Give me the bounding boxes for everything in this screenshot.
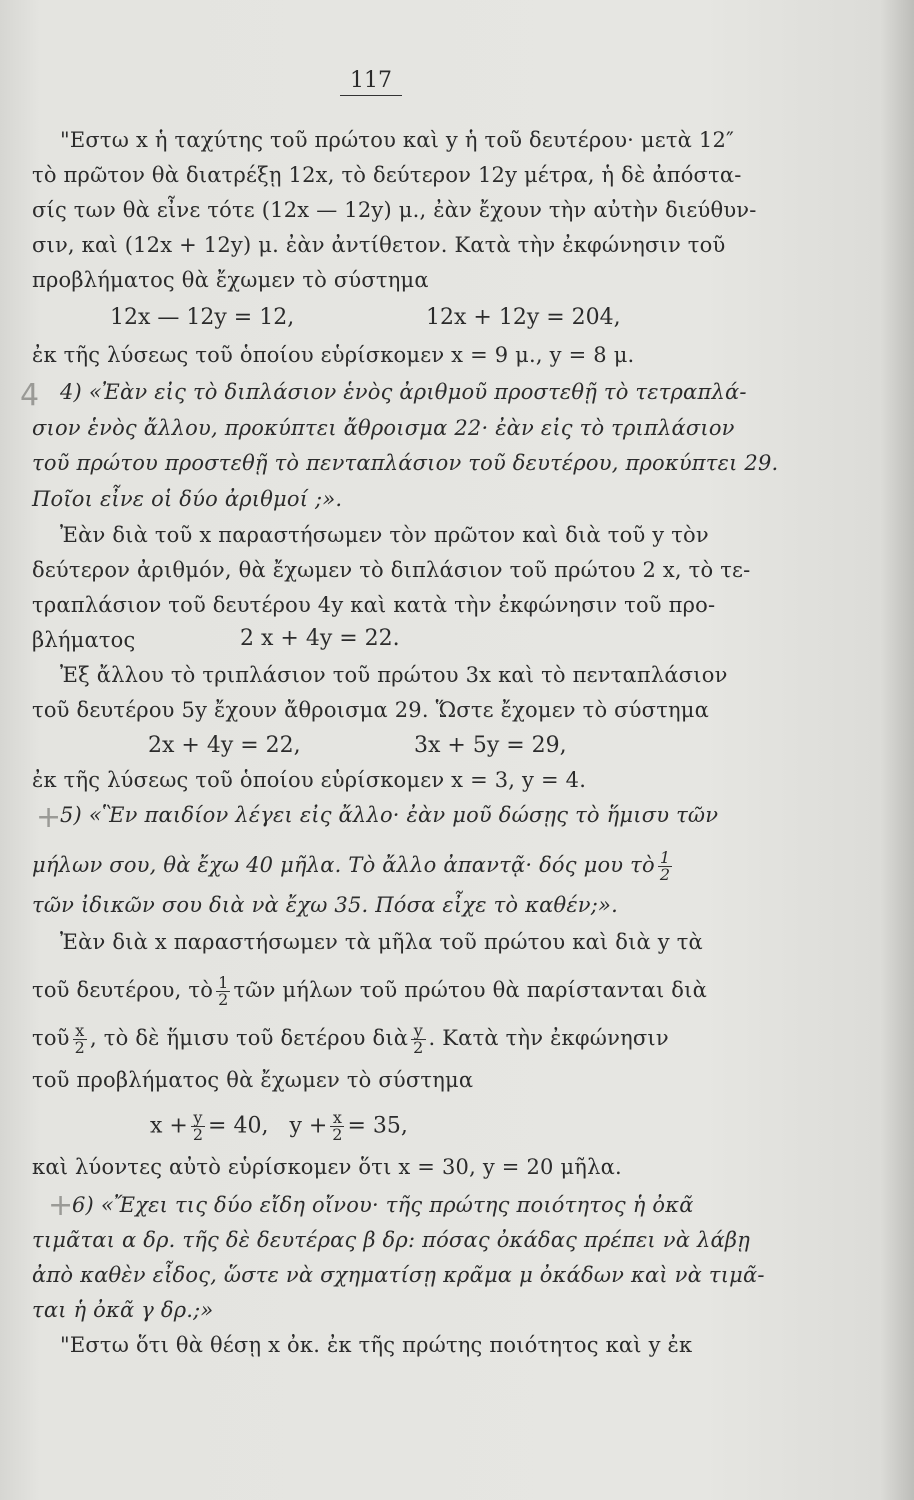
text-line: σιν, καὶ (12x + 12y) μ. ἐὰν ἀντίθετον. Κατὰ τὴν ἐκφώνησιν τοῦ: [32, 233, 726, 257]
text-line: ἀπὸ καθὲν εἶδος, ὥστε νὰ σχηματίσῃ κρᾶμα μ ὀκάδων καὶ νὰ τιμᾶ-: [32, 1263, 765, 1287]
line-text: . Κατὰ τὴν ἐκφώνησιν: [428, 1026, 669, 1050]
text-line: Ἐὰν διὰ x παραστήσωμεν τὰ μῆλα τοῦ πρώτου καὶ διὰ y τὰ: [60, 930, 703, 954]
text-line: Ἐξ ἄλλου τὸ τριπλάσιον τοῦ πρώτου 3x καὶ τὸ πενταπλάσιον: [60, 663, 728, 687]
text-line: δεύτερον ἀριθμόν, θὰ ἔχωμεν τὸ διπλάσιον τοῦ πρώτου 2 x, τὸ τε-: [32, 558, 751, 582]
text-line: βλήματος: [32, 628, 136, 652]
text-line: τιμᾶται α δρ. τῆς δὲ δευτέρας β δρ: πόσας ὀκάδας πρέπει νὰ λάβῃ: [32, 1228, 750, 1252]
text-line: 5) «Ἓν παιδίον λέγει εἰς ἄλλο· ἐὰν μοῦ δώσῃς τὸ ἥμισυ τῶν: [60, 803, 719, 827]
page-number: 117: [340, 68, 402, 96]
text-line: σίς των θὰ εἶνε τότε (12x — 12y) μ., ἐὰν ἔχουν τὴν αὐτὴν διεύθυν-: [32, 198, 757, 222]
text-line: 4) «Ἐὰν εἰς τὸ διπλάσιον ἑνὸς ἀριθμοῦ προστεθῇ τὸ τετραπλά-: [60, 380, 747, 404]
equation: 2 x + 4y = 22.: [240, 626, 400, 651]
line-text: μήλων σου, θὰ ἔχω 40 μῆλα. Τὸ ἄλλο ἀπαντᾷ· δός μου τὸ: [32, 853, 655, 877]
text-line: σιον ἑνὸς ἄλλου, προκύπτει ἄθροισμα 22· ἐὰν εἰς τὸ τριπλάσιον: [32, 416, 735, 440]
fraction-y-half: $\frac{y}{2}$: [192, 1108, 204, 1144]
text-line: ἐκ τῆς λύσεως τοῦ ὁποίου εὑρίσκομεν x = 9 μ., y = 8 μ.: [32, 343, 635, 367]
margin-mark: 4: [20, 378, 40, 413]
margin-mark: +: [48, 1188, 74, 1223]
text-line: "Εστω x ἡ ταχύτης τοῦ πρώτου καὶ y ἡ τοῦ δευτέρου· μετὰ 12″: [60, 128, 735, 152]
text-line: τοῦ προβλήματος θὰ ἔχωμεν τὸ σύστημα: [32, 1068, 474, 1092]
fraction-y-half: $\frac{y}{2}$: [413, 1021, 424, 1057]
text-line: τοῦ δευτέρου 5y ἔχουν ἄθροισμα 29. Ὥστε ἔχομεν τὸ σύστημα: [32, 698, 710, 722]
text-line: ἐκ τῆς λύσεως τοῦ ὁποίου εὑρίσκομεν x = 3, y = 4.: [32, 768, 587, 792]
text-line: ται ἡ ὀκᾶ γ δρ.;»: [32, 1298, 214, 1322]
fraction-x-half: $\frac{x}{2}$: [74, 1021, 86, 1057]
line-text: τοῦ δευτέρου, τὸ: [32, 978, 214, 1002]
text-line: τραπλάσιον τοῦ δευτέρου 4y καὶ κατὰ τὴν ἐκφώνησιν τοῦ προ-: [32, 593, 716, 617]
text-line: "Εστω ὅτι θὰ θέσῃ x ὀκ. ἐκ τῆς πρώτης ποιότητος καὶ y ἐκ: [60, 1333, 693, 1357]
fraction-x-half: $\frac{x}{2}$: [332, 1108, 343, 1144]
text-line: Ποῖοι εἶνε οἱ δύο ἀριθμοί ;».: [32, 487, 343, 511]
text-line: [32, 975, 707, 1008]
text-line: προβλήματος θὰ ἔχωμεν τὸ σύστημα: [32, 268, 429, 292]
text-line: Ἐὰν διὰ τοῦ x παραστήσωμεν τὸν πρῶτον καὶ διὰ τοῦ y τὸν: [60, 523, 709, 547]
line-text: , τὸ δὲ ἥμισυ τοῦ δετέρου διὰ: [90, 1026, 409, 1050]
equation: x + $\frac{y}{2}$ = 40, y + $\frac{x}{2}$ = 35,: [150, 1108, 408, 1144]
fraction-one-half: $\frac{1}{2}$: [659, 848, 671, 884]
text-line: 6) «Ἔχει τις δύο εἴδη οἴνου· τῆς πρώτης ποιότητος ἡ ὀκᾶ: [72, 1193, 694, 1217]
equation: 12x + 12y = 204,: [426, 305, 621, 330]
equation: 3x + 5y = 29,: [414, 733, 567, 758]
equation: 12x — 12y = 12,: [110, 305, 295, 330]
fraction-one-half: $\frac{1}{2}$: [218, 973, 229, 1009]
equation: 2x + 4y = 22,: [148, 733, 301, 758]
text-line: τοῦ πρώτου προστεθῇ τὸ πενταπλάσιον τοῦ δευτέρου, προκύπτει 29.: [32, 451, 779, 475]
line-text: τῶν μήλων τοῦ πρώτου θὰ παρίστανται διὰ: [233, 978, 707, 1002]
margin-mark: +: [36, 800, 62, 835]
text-line: [32, 1023, 669, 1056]
text-line: τὸ πρῶτον θὰ διατρέξῃ 12x, τὸ δεύτερον 12y μέτρα, ἡ δὲ ἀπόστα-: [32, 163, 742, 187]
text-line: τῶν ἰδικῶν σου διὰ νὰ ἔχω 35. Πόσα εἶχε τὸ καθέν;».: [32, 893, 618, 917]
text-line: καὶ λύοντες αὐτὸ εὑρίσκομεν ὅτι x = 30, y = 20 μῆλα.: [32, 1155, 622, 1179]
text-line: [32, 850, 675, 883]
line-text: τοῦ: [32, 1026, 70, 1050]
